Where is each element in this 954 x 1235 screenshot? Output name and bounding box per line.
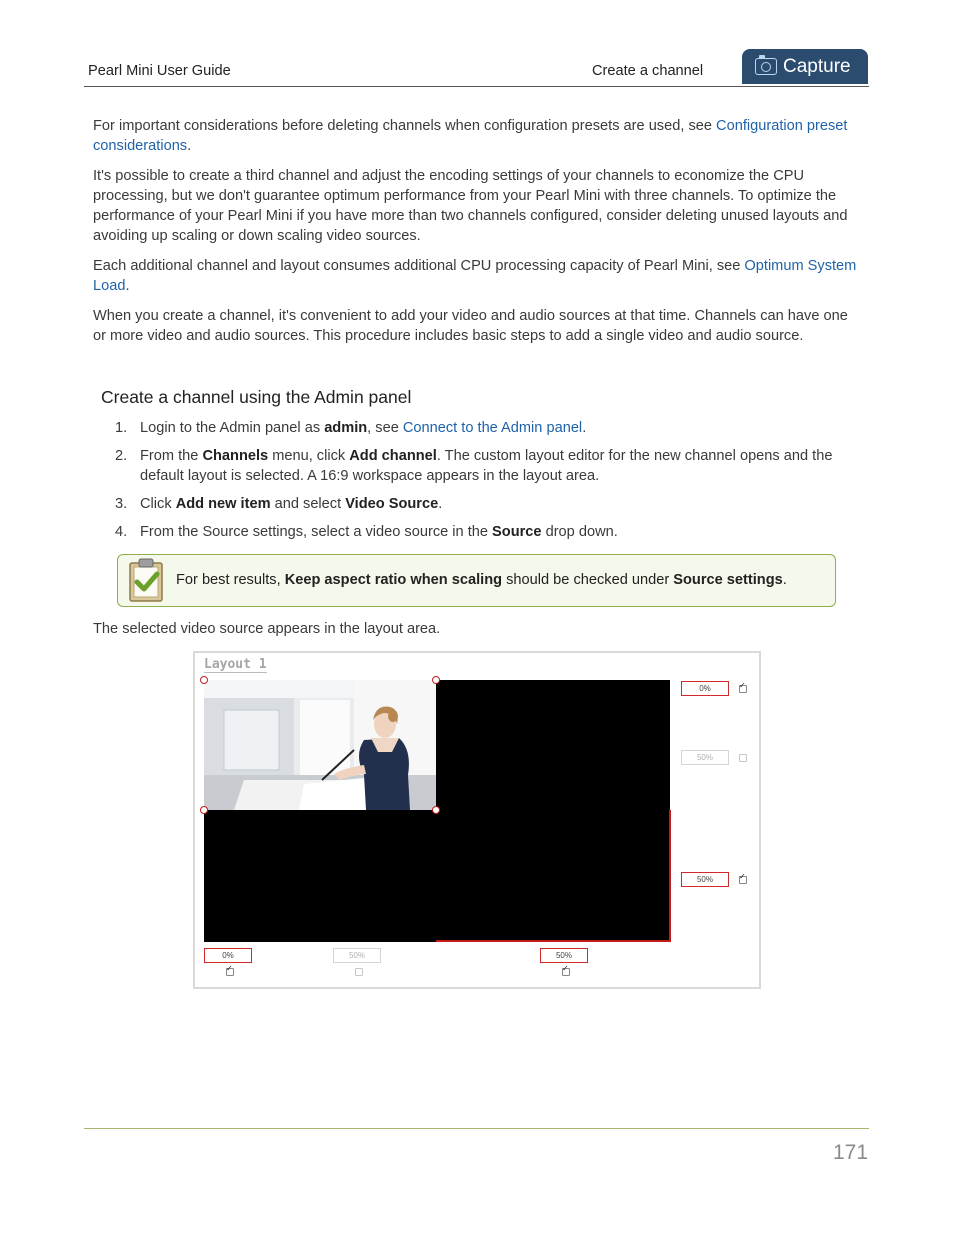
- step-item: [93, 522, 853, 542]
- step-number: 2.: [115, 448, 128, 464]
- bottom-position-field-right[interactable]: 50%: [540, 948, 588, 963]
- step-bold: Source: [492, 524, 542, 540]
- capture-badge: [742, 49, 868, 84]
- step-text: Click: [140, 496, 176, 512]
- paragraph-after-note: The selected video source appears in the layout area.: [93, 621, 441, 637]
- bottom-checkbox-right[interactable]: [562, 968, 570, 976]
- note-plain: For best results,: [176, 572, 285, 588]
- step-text: and select: [270, 496, 346, 512]
- resize-handle[interactable]: [200, 676, 208, 684]
- right-position-field-middle[interactable]: 50%: [681, 750, 729, 765]
- paragraph-text: For important considerations before deleting channels when configuration presets are used, see: [93, 118, 717, 134]
- video-source-frame[interactable]: [204, 680, 436, 810]
- selection-edge: [436, 940, 671, 942]
- paragraph-cpu: [93, 256, 861, 296]
- step-text: Login to the Admin panel as: [140, 420, 325, 436]
- bottom-checkbox-middle[interactable]: [355, 968, 363, 976]
- tip-note: [117, 554, 836, 607]
- guide-title: Pearl Mini User Guide: [88, 63, 231, 79]
- resize-handle[interactable]: [432, 676, 440, 684]
- step-text: . The custom layout editor for the new channel opens and the default layout is selected. A 16:9 workspace appears in the layout area.: [140, 448, 833, 484]
- step-item: [93, 494, 853, 514]
- right-checkbox-middle[interactable]: [739, 754, 747, 762]
- config-presets-link[interactable]: Configuration preset considerations: [93, 118, 848, 154]
- optimum-system-load-link[interactable]: Optimum System Load: [93, 258, 857, 294]
- paragraph-text: .: [125, 278, 130, 294]
- step-bold: Video Source: [345, 496, 439, 512]
- layout-title[interactable]: Layout 1: [204, 657, 267, 672]
- section-title: Create a channel: [592, 63, 704, 79]
- resize-handle[interactable]: [432, 806, 440, 814]
- right-checkbox-bottom[interactable]: [739, 876, 747, 884]
- note-text: [176, 572, 787, 588]
- step-number: 1.: [115, 420, 128, 436]
- resize-handle[interactable]: [200, 806, 208, 814]
- paragraph-presets: [93, 116, 861, 156]
- camera-icon: [755, 58, 777, 75]
- step-text: From the: [140, 448, 203, 464]
- note-bold: Source settings: [673, 572, 783, 588]
- step-text: .: [438, 496, 443, 512]
- step-text: drop down.: [541, 524, 618, 540]
- layout-canvas[interactable]: [204, 680, 670, 942]
- clipboard-check-icon: [128, 558, 164, 602]
- step-number: 4.: [115, 524, 128, 540]
- paragraph-text: .: [187, 138, 192, 154]
- section-heading: Create a channel using the Admin panel: [101, 387, 412, 407]
- step-text: .: [582, 420, 587, 436]
- bottom-position-field-middle[interactable]: 50%: [333, 948, 381, 963]
- note-bold: Keep aspect ratio when scaling: [284, 572, 503, 588]
- step-bold: Add new item: [175, 496, 271, 512]
- step-number: 3.: [115, 496, 128, 512]
- step-bold: Add channel: [349, 448, 437, 464]
- page-number: 171: [833, 1141, 869, 1164]
- step-text: From the Source settings, select a video source in the: [140, 524, 493, 540]
- note-plain: .: [782, 572, 787, 588]
- bottom-position-field-left[interactable]: 0%: [204, 948, 252, 963]
- step-item: [93, 446, 853, 486]
- right-position-field-bottom[interactable]: 50%: [681, 872, 729, 887]
- paragraph-third-channel: It's possible to create a third channel and adjust the encoding settings of your channels to economize the CPU processing, but we don't guarantee optimum performance from your Pearl Mini with three channels. To optimize the performance of your Pearl Mini if you have more than two channels configured, consider deleting unused layouts and avoiding up scaling or down scaling video sources.: [93, 168, 848, 244]
- step-text: , see: [367, 420, 403, 436]
- step-bold: admin: [324, 420, 368, 436]
- presenter-video-image: [204, 680, 436, 810]
- procedure-steps: [93, 418, 853, 550]
- footer-rule: [84, 1128, 869, 1129]
- bottom-checkbox-left[interactable]: [226, 968, 234, 976]
- badge-label: Capture: [783, 55, 851, 77]
- right-position-field-top[interactable]: 0%: [681, 681, 729, 696]
- step-item: [93, 418, 853, 438]
- step-bold: Channels: [202, 448, 269, 464]
- paragraph-sources: When you create a channel, it's convenient to add your video and audio sources at that time. Channels can have one or more video and audio sources. This procedure includes basic steps to add a single video and audio source.: [93, 308, 848, 344]
- selection-edge: [669, 810, 671, 942]
- step-text: menu, click: [268, 448, 350, 464]
- layout-editor-screenshot: [193, 651, 761, 989]
- connect-admin-panel-link[interactable]: Connect to the Admin panel: [402, 420, 583, 436]
- header-rule: [84, 86, 869, 87]
- paragraph-text: Each additional channel and layout consumes additional CPU processing capacity of Pearl Mini, see: [93, 258, 745, 274]
- right-checkbox-top[interactable]: [739, 685, 747, 693]
- note-plain: should be checked under: [502, 572, 674, 588]
